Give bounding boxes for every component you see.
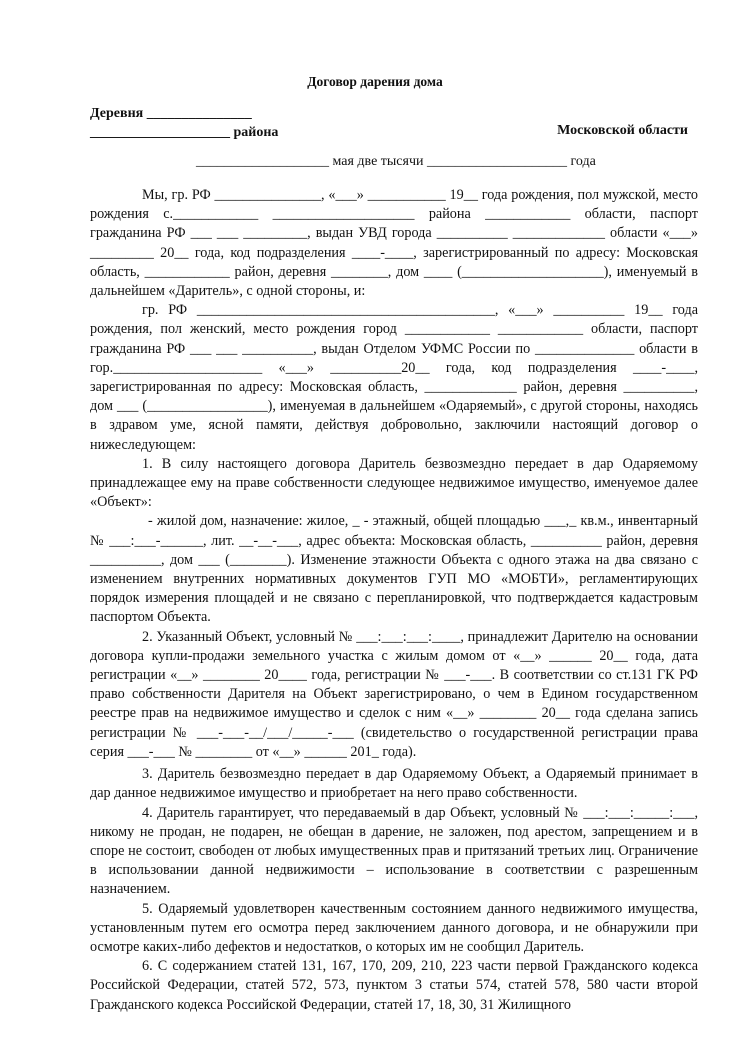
header-district: ____________________ района xyxy=(90,125,279,140)
header-village-district xyxy=(90,104,278,142)
date-line: ___________________ мая две тысячи ____________________ года xyxy=(196,154,596,169)
paragraph-clause-5: 5. Одаряемый удовлетворен качественным состоянием данного недвижимого имущества, установленным путем его осмотра перед заключением данного договора, и не обнаружили при осмотре каких-либо дефектов и недостатков, о которых им не сообщил Даритель. xyxy=(90,900,698,955)
header-region: Московской области xyxy=(557,123,688,138)
paragraph-clause-3: 3. Даритель безвозмездно передает в дар Одаряемому Объект, а Одаряемый принимает в дар данное недвижимое имущество и приобретает на него право собственности. xyxy=(90,766,698,802)
header-village: Деревня _______________ xyxy=(90,106,252,121)
paragraph-clause-2: 2. Указанный Объект, условный № ___:___:___:____, принадлежит Дарителю на основании договора купли-продажи земельного участка с жилым домом от «__» ______ 20__ года, дата регистрации «__» ________ 20____ года, регистрации № ___-___. В соответствии со ст.131 ГК РФ право собственности Дарителя на Объект зарегистрировано, о чем в Едином государственном реестре прав на недвижимое имущество и сделок с ним «__» ________ 20__ года сделана запись регистрации № ___-___-__/___/_____-___ (свидетельство о государственной регистрации права серия ___-___ № ________ от «__» ______ 201_ года). xyxy=(90,628,698,760)
paragraph-parties-donee: гр. РФ __________________________________________, «___» __________ 19__ года рождения, пол женский, место рождения город ____________ ____________ области, паспорт гражданина РФ ___ ___ __________, выдан Отделом УФМС России по ______________ области в гор._____________________ «___» __________20__ года, код подразделения ____-____, зарегистрированная по адресу: Московская область, _____________ район, деревня __________, дом ___ (_________________), именуемая в дальнейшем «Одаряемый», с другой стороны, находясь в здравом уме, ясной памяти, действуя добровольно, заключили настоящий договор о нижеследующем: xyxy=(90,302,698,453)
paragraph-clause-1: 1. В силу настоящего договора Даритель безвозмездно передает в дар Одаряемому принадлежащее ему на праве собственности следующее недвижимое имущество, именуемое далее «Объект»: xyxy=(90,455,698,511)
paragraph-clause-4: 4. Даритель гарантирует, что передаваемый в дар Объект, условный № ___:___:_____:___, никому не продан, не подарен, не обещан в дарение, не заложен, под арестом, запрещением и в споре не состоит, свободен от любых имущественных прав и притязаний третьих лиц. Ограничение в использовании данной недвижимости – использование в соответствии с разрешенным назначением. xyxy=(90,804,698,898)
paragraph-clause-6: 6. С содержанием статей 131, 167, 170, 209, 210, 223 части первой Гражданского кодекса Российской Федерации, статей 572, 573, пунктом 3 статьи 574, статей 578, 580 части второй Гражданского кодекса Российской Федерации, статей 17, 18, 30, 31 Жилищного xyxy=(90,958,698,1013)
paragraph-object-description: - жилой дом, назначение: жилое, _ - этажный, общей площадью ___,_ кв.м., инвентарный № ___:___-______, лит. __-__-___, адрес объекта: Московская область, __________ район, деревня __________, дом ___ (________). Изменение этажности Объекта с одного этажа на два связано с изменением внутренних нормативных документов ГУП МО «МОБТИ», регламентирующих порядок измерения площадей и не связано с перепланировкой, что подтверждается кадастровым паспортом Объекта. xyxy=(90,513,698,626)
document-body xyxy=(90,186,698,1015)
paragraph-parties-donor: Мы, гр. РФ _______________, «___» ___________ 19__ года рождения, пол мужской, место рождения с.____________ ____________________ района ____________ области, паспорт гражданина РФ ___ ___ _________, выдан УВД города __________ _____________ области «___» _________ 20__ года, код подразделения ____-____, зарегистрированный по адресу: Московская область, ____________ район, деревня ________, дом ____ (____________________), именуемый в дальнейшем «Даритель», с одной стороны, и: xyxy=(90,187,698,300)
document-title: Договор дарения дома xyxy=(307,74,443,89)
